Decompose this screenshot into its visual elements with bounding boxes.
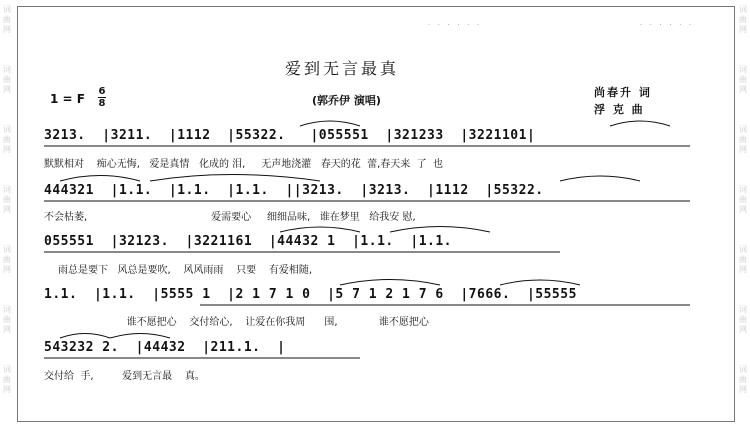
notation-row-2: 444321 |1.1. |1.1. |1.1. ||3213. |3213. |1112 |55322.	[44, 183, 544, 198]
lyricist-credit: 尚春升 词	[594, 86, 652, 99]
underline-beams	[44, 146, 690, 358]
watermark-char-left-3-0: 词	[3, 185, 11, 194]
watermark-char-right-1-2: 网	[739, 85, 747, 94]
lyrics-row-4: 谁不愿把心 交付给心, 让爱在你我周 围, 谁不愿把心	[44, 317, 429, 328]
notation-row-3: 055551 |32123. |3221161 |44432 1 |1.1. |1.1.	[44, 234, 453, 249]
watermark-char-right-2-1: 曲	[739, 135, 747, 144]
lyrics-row-1: 默默相对 痴心无悔, 爱是真情 化成的 泪, 无声地浇灌 春天的花 蕾,春天来 了 也	[44, 159, 444, 170]
lyrics-row-5: 交付给 手, 爱到无言最 真。	[44, 371, 205, 382]
singer-credit: (郭乔伊 演唱)	[312, 94, 381, 107]
top-tick-marks: . . . . . .	[428, 20, 482, 27]
watermark-char-left-3-1: 曲	[3, 195, 11, 204]
watermark-char-left-1-2: 网	[3, 85, 11, 94]
composer-credit: 浮 克 曲	[594, 103, 645, 116]
watermark-char-left-6-0: 词	[3, 365, 11, 374]
watermark-char-left-4-2: 网	[3, 265, 11, 274]
watermark-char-left-3-2: 网	[3, 205, 11, 214]
watermark-char-right-3-1: 曲	[739, 195, 747, 204]
watermark-char-right-6-0: 词	[739, 365, 747, 374]
watermark-char-right-5-2: 网	[739, 325, 747, 334]
watermark-char-left-1-0: 词	[3, 65, 11, 74]
time-signature-bottom: 8	[98, 98, 106, 109]
notation-row-4: 1.1. |1.1. |5555 1 |2 1 7 1 0 |5 7 1 2 1 7 6 |7666. |55555	[44, 287, 577, 302]
watermark-char-right-5-0: 词	[739, 305, 747, 314]
watermark-char-right-6-1: 曲	[739, 375, 747, 384]
watermark-char-right-3-2: 网	[739, 205, 747, 214]
watermark-char-right-4-1: 曲	[739, 255, 747, 264]
watermark-char-right-2-0: 词	[739, 125, 747, 134]
watermark-char-left-5-1: 曲	[3, 315, 11, 324]
watermark-char-left-1-1: 曲	[3, 75, 11, 84]
watermark-char-left-0-1: 曲	[3, 15, 11, 24]
watermark-char-left-0-0: 词	[3, 5, 11, 14]
watermark-char-left-6-2: 网	[3, 385, 11, 394]
watermark-char-left-2-0: 词	[3, 125, 11, 134]
watermark-char-left-4-0: 词	[3, 245, 11, 254]
watermark-char-left-0-2: 网	[3, 25, 11, 34]
watermark-char-right-2-2: 网	[739, 145, 747, 154]
watermark-char-left-2-2: 网	[3, 145, 11, 154]
lyrics-row-2: 不会枯萎, 爱需要心 细细品味, 谁在梦里 给我安 慰,	[44, 212, 416, 223]
watermark-char-right-4-2: 网	[739, 265, 747, 274]
watermark-char-right-4-0: 词	[739, 245, 747, 254]
lyrics-row-3: 雨总是要下 风总是要吹, 风风雨雨 只要 有爱相随,	[58, 265, 313, 276]
watermark-char-left-4-1: 曲	[3, 255, 11, 264]
song-title: 爱到无言最真	[285, 59, 400, 78]
watermark-char-right-1-0: 词	[739, 65, 747, 74]
watermark-char-left-6-1: 曲	[3, 375, 11, 384]
notation-row-1: 3213. |3211. |1112 |55322. |055551 |321233 |3221101|	[44, 128, 536, 143]
notation-row-5: 543232 2. |44432 |211.1. |	[44, 340, 286, 355]
top-tick-marks-right: . . . . . .	[640, 20, 694, 27]
watermark-char-right-6-2: 网	[739, 385, 747, 394]
watermark-char-left-5-2: 网	[3, 325, 11, 334]
watermark-char-right-1-1: 曲	[739, 75, 747, 84]
watermark-char-right-0-1: 曲	[739, 15, 747, 24]
watermark-char-left-2-1: 曲	[3, 135, 11, 144]
watermark-char-left-5-0: 词	[3, 305, 11, 314]
watermark-char-right-0-2: 网	[739, 25, 747, 34]
watermark-char-right-3-0: 词	[739, 185, 747, 194]
watermark-char-right-5-1: 曲	[739, 315, 747, 324]
watermark-char-right-0-0: 词	[739, 5, 747, 14]
key-signature: 1 = F	[50, 92, 85, 106]
time-signature-top: 6	[98, 86, 106, 97]
